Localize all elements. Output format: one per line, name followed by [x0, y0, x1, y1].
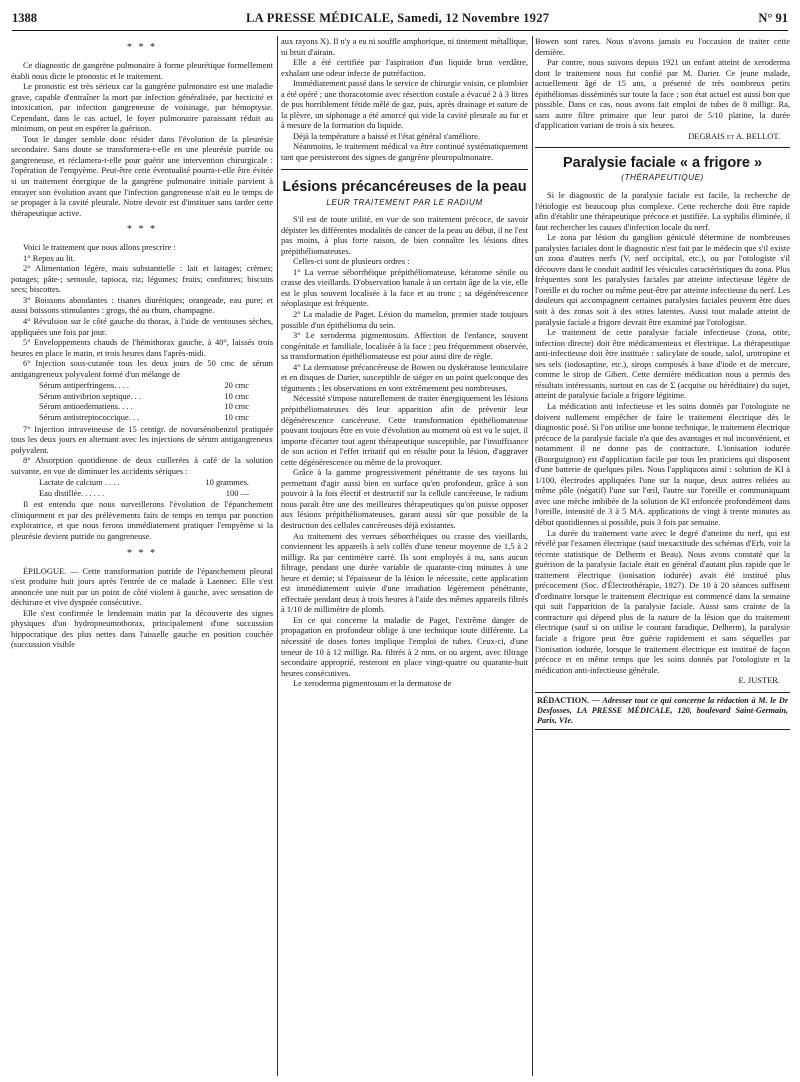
list-item: 5° Enveloppements chauds de l'hémithorax gauche, à 40°, laissés trois heures en place le matin, et trois heures dans l'après-midi. [11, 337, 273, 358]
section-separator: * * * [127, 42, 157, 53]
author-signature: DEGRAIS et A. BELLOT. [688, 130, 780, 141]
article-subtitle: LEUR TRAITEMENT PAR LE RADIUM [326, 197, 483, 207]
paragraph: Le xeroderma pigmentosum et la dermatose de [293, 678, 452, 689]
paragraph: La durée du traitement varie avec le degré d'atteinte du nerf, qui est révélé par l'examen électrique (sauf inexactitude des schémas d'Erb, voir la récente statistique de Delherm et Beau). Nous avons constaté que la guérison de la paralysie faciale était en général d'autant plus rapide que le traitement électrique (ionisation iodurée) avait été institué plus précocement (Soc. d'Électrothérapie, 1927). De 10 à 20 séances suffisent d'ordinaire lorsque le traitement électrique est commencé dans la semaine qui suit l'apparition de la paralysie faciale. Aussi sans crainte de la contracture qui dépend plus de la nature de la lésion que du traitement électrique (sauf si on utilise le courant faradique, Delherm), la paralysie faciale a frigore peut être guérie rapidement et sans séquelles par l'ionisation iodurée, lorsque le traitement électrique est institué de façon précoce et en même temps que les soins donnés par l'otologiste et la médication anti-infectieuse générale. [535, 527, 790, 675]
list-item: 3° Boissons abondantes : tisanes diurétiques; orangeade, eau pure; et aussi boissons stimulantes : grogs, thé au rhum, champagne. [11, 294, 273, 316]
paragraph: Bowen sont rares. Nous n'avons jamais eu l'occasion de traiter cette dernière. [535, 36, 790, 57]
ingredient: Sérum antivibrion septique. . . [39, 390, 141, 401]
paragraph: Au traitement des verrues séborrhéiques ou crasse des vieillards, conviennent les appareils à sels collés d'une teneur moyenne de 1,5 à 2 milligr. Ra par centimètre carré. Ils sont employés à nu, sans aucun filtrage, pendant une durée variable de quarante-cinq minutes à une heure et demie; si l'épaisseur de la lésion le nécessite, cette application est immédiatement suivie d'une irradiation légèrement pénétrante, effectuée pendant deux à trois heures à l'aide des mêmes appareils filtrés à 1/10 de millimètre de plomb. [281, 530, 528, 615]
list-item: 1° Repos au lit. [23, 252, 76, 263]
paragraph: 2° La maladie de Paget. Lésion du mamelon, premier stade toujours possible d'un épithélioma du sein. [281, 309, 528, 330]
prescription-row [39, 477, 249, 488]
prescription-row [39, 412, 249, 423]
paragraph: Elle s'est confirmée le lendemain matin par la découverte des signes physiques d'un hydropneumothorax, principalement d'une succussion hippocratique des plus nettes dans l'aisselle gauche en position couchée (succussion visible [11, 607, 273, 650]
article-title: Paralysie faciale « a frigore » [562, 155, 763, 172]
ingredient: Sérum antistreptococcique. . . [39, 411, 140, 422]
prescription-row [39, 488, 249, 499]
article-divider [281, 169, 528, 170]
paragraph: Celles-ci sont de plusieurs ordres : [293, 256, 410, 267]
paragraph: Elle a été certifiée par l'aspiration d'un liquide brun verdâtre, exhalant une odeur infecte de putréfaction. [281, 57, 528, 78]
section-separator: * * * [127, 224, 157, 236]
paragraph: 1° La verrue séborrhéique prépithéliomateuse, kératome sénile ou crasse des vieillards. D'observation banale à un certain âge de la vie, elle est le plus souvent localisée à la face et au tronc ; sa dégénérescence néoplasique est fréquente. [281, 266, 528, 309]
author-signature: E. JUSTER. [738, 675, 780, 686]
quantity: 10 cmc [224, 411, 249, 422]
list-item: 8° Absorption quotidienne de deux cuillerées à café de la solution suivante, en vue de diminuer les accidents sériques : [11, 455, 273, 476]
paragraph: 4° La dermatose précancéreuse de Bowen ou dyskératose lenticulaire et en disques de Darier, susceptible de siéger en un point quelconque des téguments ; les observations en sont extrêmement peu nombreuses. [281, 361, 528, 393]
column-right [535, 36, 790, 1076]
paragraph: ÉPILOGUE. — Cette transformation putride de l'épanchement pleural s'est produite huit jours après l'entrée de ce malade à Laennec. Elle s'est annoncée une nuit par un point de côté violent à gauche, avec sensation de déchirure et vive dyspnée consécutive. [11, 565, 273, 608]
paragraph: Ce diagnostic de gangrène pulmonaire à forme pleurétique formellement établi nous dicte le pronostic et le traitement. [11, 60, 273, 81]
article-divider [535, 147, 790, 148]
notice-text: — Adresser tout ce qui concerne la rédaction à M. le Dr Desfosses, LA PRESSE MÉDICALE, 120, boulevard Saint-Germain, Paris, VIe. [537, 695, 789, 726]
quantity: 10 cmc [224, 390, 249, 401]
paragraph: Tout le danger semble donc résider dans l'évolution de la pleurésie secondaire. Sans doute se transformera-t-elle en une pleurésie putride ou gangreneuse, et réclamera-t-elle pour guérir une intervention chirurgicale : l'opération de l'empyème. Peut-être cette éventualité pourra-t-elle être évitée si un traitement énergique de la gangrène pulmonaire initiale parvient à enrayer son évolution avant que l'infection gangreneuse n'ait eu le temps de se propager à la cavité pleurale. Notre devoir est d'instituer sans tarder cette thérapeutique active. [11, 133, 273, 218]
column-middle [281, 36, 528, 1076]
prescription-row [39, 391, 249, 402]
paragraph: En ce qui concerne la maladie de Paget, l'extrême danger de propagation en profondeur oblige à une technique toute différente. La nécessité de doses fortes implique l'emploi de tubes. Ceux-ci, d'une teneur de 10 à 12 milligr. Ra. filtrés à 2 mm. or ou argent, avec filtrage secondaire approprié, resteront en place vingt-quatre ou quarante-huit heures consécutives. [281, 614, 528, 678]
ingredient: Sérum antiperfringens. . . . [39, 380, 129, 391]
list-item: 6° Injection sous-cutanée tous les deux jours de 50 cmc de sérum antigangreneux polyvalent formé d'un mélange de [11, 358, 273, 379]
journal-title: LA PRESSE MÉDICALE, Samedi, 12 Novembre 1927 [246, 10, 550, 25]
quantity: 100 — [225, 487, 249, 498]
paragraph: Nécessité s'impose naturellement de traiter énergiquement les lésions prépithéliomateuses dès leur apparition afin de prévenir leur dégénérescence cancéreuse. Cette transformation épithéliomateuse pouvant toujours être en voie d'évolution au moment où est vu le sujet, il importe d'écarter tout agent thérapeutique susceptible, par l'insuffisance de son action et l'effet irritatif qui en résulte pour la lésion, d'aggraver cette dégénérescence ou même de la provoquer. [281, 393, 528, 467]
paragraph: Il est entendu que nous surveillerons l'évolution de l'épanchement cliniquement et par des prélèvements faits de temps en temps par ponction exploratrice, et que nous ferons immédiatement pratiquer l'empyème si la pleurésie devient putride ou gangreneuse. [11, 499, 273, 541]
paragraph: Si le diagnostic de la paralysie faciale est facile, la recherche de l'étiologie est beaucoup plus complexe. Cette recherche doit être rapide afin d'établir une thérapeutique précoce et justifiée. La syphilis éliminée, il faut rechercher les causes d'infection locale du nerf. [535, 190, 790, 232]
notice-label: RÉDACTION. [537, 695, 590, 705]
ingredient: Sérum antioedematiens. . . . [39, 401, 133, 412]
list-item: 7° Injection intraveineuse de 15 centigr. de novarsénobenzol pratiquée tous les deux jours en alternant avec les injections de sérum antigangreneux polyvalent. [11, 423, 273, 455]
ingredient: Lactate de calcium . . . . [39, 477, 120, 488]
quantity: 10 cmc [224, 401, 249, 412]
list-item: 4° Révulsion sur le côté gauche du thorax, à l'aide de ventouses sèches, appliquées une fois par jour. [11, 316, 273, 337]
prescription-row [39, 401, 249, 412]
editorial-notice [535, 692, 790, 731]
prescription-row [39, 380, 249, 391]
column-rule-right [532, 36, 533, 1076]
paragraph: Immédiatement passé dans le service de chirurgie voisin, ce plombier a été opéré ; une thoracotomie avec résection costale a évacué 2 à 3 litres de pus horriblement fétide mêlé de gaz, puis, après drainage et suture de la plèvre, un siphonage a été amorcé qui vide la cavité pleurale au fur et à mesure de la formation du liquide. [281, 78, 528, 131]
paragraph: 3° Le xeroderma pigmentosum. Affection de l'enfance, souvent congénitale et familiale, localisée à la face ; peu fréquemment observée, sa transformation épithéliomateuse est pour ainsi dire de règle. [281, 330, 528, 362]
paragraph: Voici le traitement que nous allons prescrire : [23, 242, 176, 253]
quantity: 10 grammes. [205, 477, 249, 488]
paragraph: Néanmoins, le traitement médical va être continué systématiquement tant que persisteront des signes de gangrène pleuropulmonaire. [281, 141, 528, 163]
paragraph: Déjà la température a baissé et l'état général s'améliore. [293, 130, 480, 141]
section-separator: * * * [127, 547, 157, 559]
prescription-table [39, 380, 273, 422]
paragraph: Le zona par lésion du ganglion géniculé détermine de nombreuses paralysies faciales dont le diagnostic n'est fait par le médecin que s'il existe un zona d'autres nerfs (V, nerf occipital, etc.), ou par l'otologiste s'il découvre dans le conduit auditif les vésicules caractéristiques du zona. Plus fréquentes sont les paralysies faciales par atteinte infectieuse légère de l'oreille et du rocher ou même peut-être par atteinte infectieuse du nerf. Les douleurs qui accompagnent certaines paralysies faciales peuvent être dues soit à des zonas soit à des otites latentes. Aussi tout malade atteint de paralysie faciale a frigore devrait être examiné par l'otologiste. [535, 232, 790, 327]
paragraph: Le pronostic est très sérieux car la gangrène pulmonaire est une maladie grave, capable d'entraîner la mort par infection généralisée, par hecticité et intoxication, par infection gangreneuse de voisinage, par hémoptysie. Cependant, dans le cas actuel, le foyer pulmonaire paraissant réduit au minimum, on peut en espérer la guérison. [11, 81, 273, 134]
article-subtitle: (THÉRAPEUTIQUE) [621, 173, 704, 183]
list-item: 2° Alimentation légère, mais substantielle : lait et laitages; crèmes; potages; pâte-; semoule, tapioca, riz; légumes; fruits; confitures; biscuits secs; biscottes. [11, 263, 273, 295]
column-rule-left [277, 36, 278, 1076]
paragraph: Grâce à la gamme progressivement pénétrante de ses rayons lui permettant d'agir aussi bien en surface qu'en profondeur, grâce à son pouvoir à la fois électif et destructif sur la cellule cancéreuse, le radium nous paraît être une des meilleures thérapeutiques qu'on puisse opposer aux lésions prépithéliomateuses, garant aussi sûr que possible de la destruction des cellules cancéreuses déjà existantes. [281, 467, 528, 530]
paragraph: aux rayons X). Il n'y a eu ni souffle amphorique, ni tintement métallique, ni bruit d'airain. [281, 36, 528, 57]
column-left [11, 36, 273, 1076]
paragraph: S'il est de toute utilité, en vue de son traitement précoce, de savoir dépister les différentes modalités de cancer de la peau au début, il ne l'est pas moins, à plus forte raison, de bien connaître les lésions dites prépithéliomateuses. [281, 214, 528, 256]
paragraph: Le traitement de cette paralysie faciale infectieuse (zona, otite, infection directe) doit être médicamenteux et électrique. La thérapeutique anti-infectieuse doit être instituée : salicylate de soude, salol, urotropine et ses sels (iodosaptine, etc.), sirops composés à base d'iode et de mercure, comme le sirop de Gibert. Cette dernière médication nous a permis des résultats intéressants, surtout en cas de Σ (acquise ou héréditaire) du sujet, atteint de paralysie faciale a frigore légitime. [535, 327, 790, 401]
page-header [12, 6, 788, 31]
issue-number: N° 91 [758, 10, 788, 25]
quantity: 20 cmc [224, 380, 249, 391]
paragraph: La médication anti infectieuse et les soins donnés par l'otologiste ne doivent nullement empêcher de faire le traitement électrique dès le diagnostic posé. Si l'on utilise une bonne technique, le traitement électrique précoce de la paralysie faciale n'a que des avantages et nul inconvénient, et notamment il ne donne pas de contracture. L'ionisation iodurée (Bourguignon) est d'application facile par tous les praticiens qui disposent d'une batterie de quelques piles. Nous l'appliquons ainsi : solution de KI à 1/100, électrodes appliquées l'une sur la nuque, deux autres reliées au même pôle (négatif) l'une sur l'œil, l'autre sur l'oreille et communiquant avec une mèche imbibée de la solution de KI enfoncée profondément dans l'oreille, intensité de 3 à 5 MA. applications de vingt à trente minutes au début quotidiennes si possible, puis 3 fois par semaine. [535, 400, 790, 527]
ingredient: Eau distillée. . . . . . [39, 487, 105, 498]
prescription-table [39, 477, 273, 498]
article-title: Lésions précancéreuses de la peau [282, 178, 527, 195]
paragraph: Par contre, nous suivons depuis 1921 un enfant atteint de xeroderma dont le traitement nous fut confié par M. Darier. Ce jeune malade, actuellement âgé de 15 ans, a présenté de très nombreux petits épithéliomas disséminés sur toute la face ; son état actuel est aussi bon que possible. Dans ce cas, nous avons fait emploi de tubes de 8 milligr. Ra, sans autre filtre primaire que leur paroi de 5/10 platine, la durée d'application variant de trois à six heures. [535, 57, 790, 131]
page-number: 1388 [12, 10, 37, 25]
